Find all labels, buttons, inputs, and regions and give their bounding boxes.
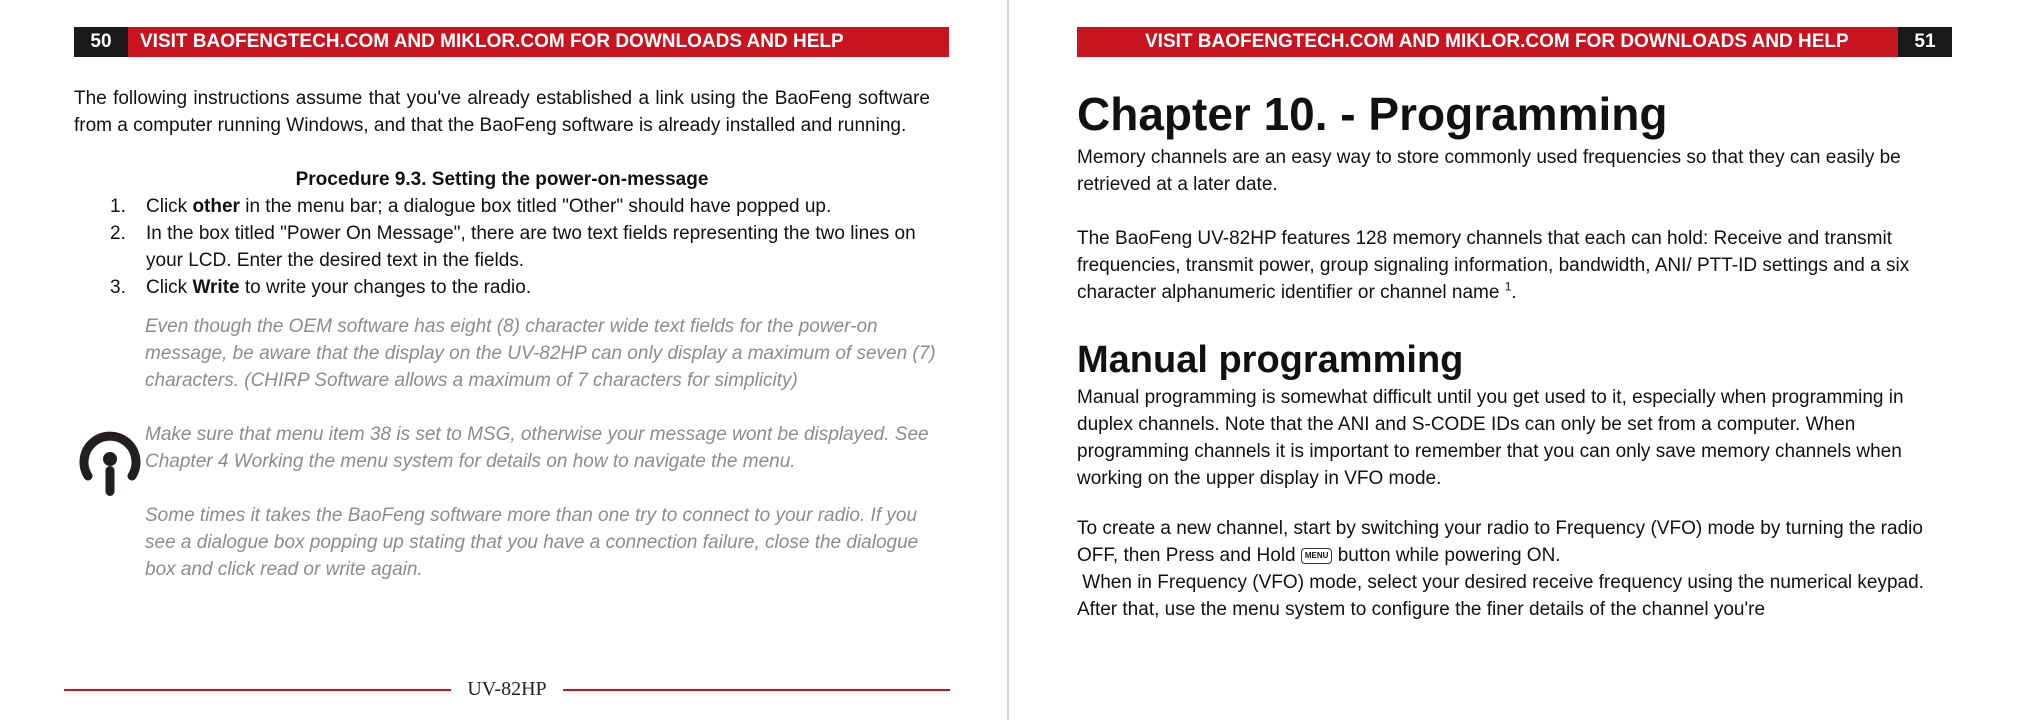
intro-paragraph: The following instructions assume that you've already established a link using the BaoFeng software from a computer running Windows, and that the BaoFeng software is already installed and running.: [74, 88, 930, 136]
step-item: [74, 274, 944, 301]
note-paragraph: Even though the OEM software has eight (8) character wide text fields for the power-on message, be aware that the display on the UV-82HP can only display a maximum of seven (7) characters. (CHIRP Software allows a maximum of 7 characters for simplicity): [145, 316, 936, 391]
paragraph-text: button while powering ON.: [1337, 545, 1561, 566]
step-item: [74, 193, 944, 220]
paragraph-text: .: [1511, 282, 1517, 303]
section-title: Manual programming: [1077, 339, 1464, 381]
step-text: to write your changes to the radio.: [239, 277, 532, 298]
body-paragraph: [1077, 515, 1957, 623]
header-text: VISIT BAOFENGTECH.COM AND MIKLOR.COM FOR DOWNLOADS AND HELP: [140, 31, 844, 52]
info-icon: [78, 426, 142, 498]
step-keyword: other: [192, 196, 240, 217]
step-text: Click: [146, 277, 193, 298]
page-number: 50: [74, 27, 128, 57]
paragraph-line: [1077, 569, 1957, 623]
footnote-ref[interactable]: 1: [1504, 279, 1512, 294]
footer-rule: [64, 689, 451, 691]
body-paragraph: [1077, 225, 1957, 306]
page-number: 51: [1898, 27, 1952, 57]
procedure-steps: [74, 193, 944, 301]
footer-model: UV-82HP: [467, 678, 547, 700]
note-paragraph: Some times it takes the BaoFeng software more than one try to connect to your radio. If you see a dialogue box popping up stating that you have a connection failure, close the dialogue box and click read or write again.: [145, 505, 919, 580]
page-header: [74, 27, 949, 57]
menu-key-icon: MENU: [1301, 548, 1333, 564]
right-page: [1009, 0, 2018, 720]
step-keyword: Write: [192, 277, 240, 298]
page-footer: [64, 676, 950, 702]
note-paragraph: Make sure that menu item 38 is set to MSG, otherwise your message wont be displayed. See Chapter 4 Working the menu system for details on how to navigate the menu.: [145, 424, 929, 472]
step-number: 2.: [110, 223, 126, 244]
body-paragraph: Manual programming is somewhat difficult until you get used to it, especially when programming in duplex channels. Note that the ANI and S-CODE IDs can only be set from a computer. When programming channels it is important to remember that you can only save memory channels when working on the upper display in VFO mode.: [1077, 387, 1904, 489]
step-number: 3.: [110, 277, 126, 298]
left-page: [0, 0, 1007, 720]
page-header: [1077, 27, 1952, 57]
procedure-title: Procedure 9.3. Setting the power-on-message: [295, 169, 709, 190]
paragraph-text: To create a new channel, start by switching your radio to Frequency (VFO) mode by turning the radio OFF, then Press and Hold: [1077, 518, 1923, 566]
step-number: 1.: [110, 196, 126, 217]
step-item: [74, 220, 944, 274]
step-text: in the menu bar; a dialogue box titled "Other" should have popped up.: [239, 196, 832, 217]
chapter-title: Chapter 10. - Programming: [1077, 88, 1668, 140]
paragraph-text: The BaoFeng UV-82HP features 128 memory channels that each can hold: Receive and transmit frequencies, transmit power, group signaling information, bandwidth, ANI/ PTT-ID settings and a six character alphanumeric identifier or channel name: [1077, 228, 1910, 303]
step-text: In the box titled "Power On Message", there are two text fields representing the two lines on your LCD. Enter the desired text in the fields.: [146, 223, 916, 271]
footer-rule: [563, 689, 950, 691]
paragraph-line: [1077, 515, 1957, 569]
paragraph-text: When in Frequency (VFO) mode, select your desired receive frequency using the numerical keypad. After that, use the menu system to configure the finer details of the channel you're: [1077, 572, 1924, 620]
header-text: VISIT BAOFENGTECH.COM AND MIKLOR.COM FOR DOWNLOADS AND HELP: [1145, 31, 1849, 52]
body-paragraph: Memory channels are an easy way to store commonly used frequencies so that they can easily be retrieved at a later date.: [1077, 147, 1901, 195]
step-text: Click: [146, 196, 193, 217]
